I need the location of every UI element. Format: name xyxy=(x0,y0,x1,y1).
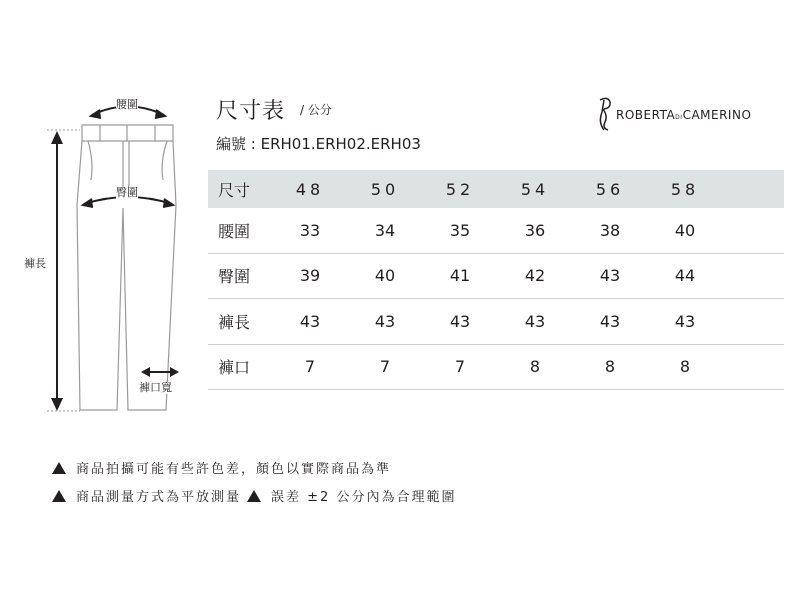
table-cell: 43 xyxy=(599,311,621,331)
note-line xyxy=(48,458,391,477)
hem-label: 褲口寬 xyxy=(139,381,172,394)
brand-name-a: ROBERTA xyxy=(616,108,676,122)
page-title: 尺寸表 xyxy=(216,99,286,124)
table-cell: 43 xyxy=(599,266,621,286)
table-cell: 7 xyxy=(379,357,391,377)
table-cell: 41 xyxy=(449,266,471,286)
row-label: 臀圍 xyxy=(218,267,251,287)
size-header: 50 xyxy=(370,179,400,199)
note-tolerance: 誤差 ±2 公分內為合理範圍 xyxy=(271,490,457,505)
table-cell: 42 xyxy=(524,266,546,286)
size-header: 56 xyxy=(595,179,625,199)
pants-diagram xyxy=(0,0,200,420)
brand-name xyxy=(616,108,751,122)
note-measure: 商品測量方式為平放測量 xyxy=(76,490,242,505)
table-row xyxy=(208,254,784,300)
table-cell: 43 xyxy=(674,311,696,331)
table-cell: 8 xyxy=(529,357,541,377)
table-cell: 7 xyxy=(304,357,316,377)
row-label: 褲口 xyxy=(218,358,251,378)
table-cell: 43 xyxy=(524,311,546,331)
hem-arrow xyxy=(141,367,179,377)
waist-label: 腰圍 xyxy=(116,98,138,111)
table-cell: 43 xyxy=(374,311,396,331)
pants-outline xyxy=(77,125,176,410)
table-row xyxy=(208,345,784,391)
note-line xyxy=(48,486,456,505)
table-cell: 43 xyxy=(449,311,471,331)
size-table xyxy=(208,170,784,390)
table-row xyxy=(208,208,784,254)
triangle-bullet-icon xyxy=(52,462,66,474)
size-header: 52 xyxy=(445,179,475,199)
row-label: 腰圍 xyxy=(218,221,251,241)
table-cell: 34 xyxy=(374,220,396,240)
table-header-row xyxy=(208,170,784,208)
size-header: 54 xyxy=(520,179,550,199)
table-cell: 40 xyxy=(374,266,396,286)
note-color: 商品拍攝可能有些許色差，顏色以實際商品為準 xyxy=(76,462,392,477)
table-row xyxy=(208,299,784,345)
hip-label: 臀圍 xyxy=(116,186,138,199)
triangle-bullet-icon xyxy=(52,490,66,502)
table-cell: 40 xyxy=(674,220,696,240)
table-cell: 36 xyxy=(524,220,546,240)
table-cell: 39 xyxy=(299,266,321,286)
triangle-bullet-icon xyxy=(247,490,261,502)
brand-logo xyxy=(596,96,752,136)
brand-name-di: DI xyxy=(675,114,683,121)
header-label: 尺寸 xyxy=(218,180,251,200)
model-number: 編號 : ERH01.ERH02.ERH03 xyxy=(216,135,421,153)
length-label: 褲長 xyxy=(24,257,46,270)
table-cell: 7 xyxy=(454,357,466,377)
table-cell: 44 xyxy=(674,266,696,286)
table-cell: 33 xyxy=(299,220,321,240)
row-label: 褲長 xyxy=(218,312,251,332)
brand-emblem-icon xyxy=(596,96,616,132)
table-cell: 8 xyxy=(604,357,616,377)
brand-name-b: CAMERINO xyxy=(682,108,752,122)
table-cell: 38 xyxy=(599,220,621,240)
table-cell: 8 xyxy=(679,357,691,377)
size-header: 48 xyxy=(295,179,325,199)
length-dimension xyxy=(47,130,80,411)
table-cell: 35 xyxy=(449,220,471,240)
table-cell: 43 xyxy=(299,311,321,331)
size-header: 58 xyxy=(670,179,700,199)
unit-label: / 公分 xyxy=(300,103,332,117)
